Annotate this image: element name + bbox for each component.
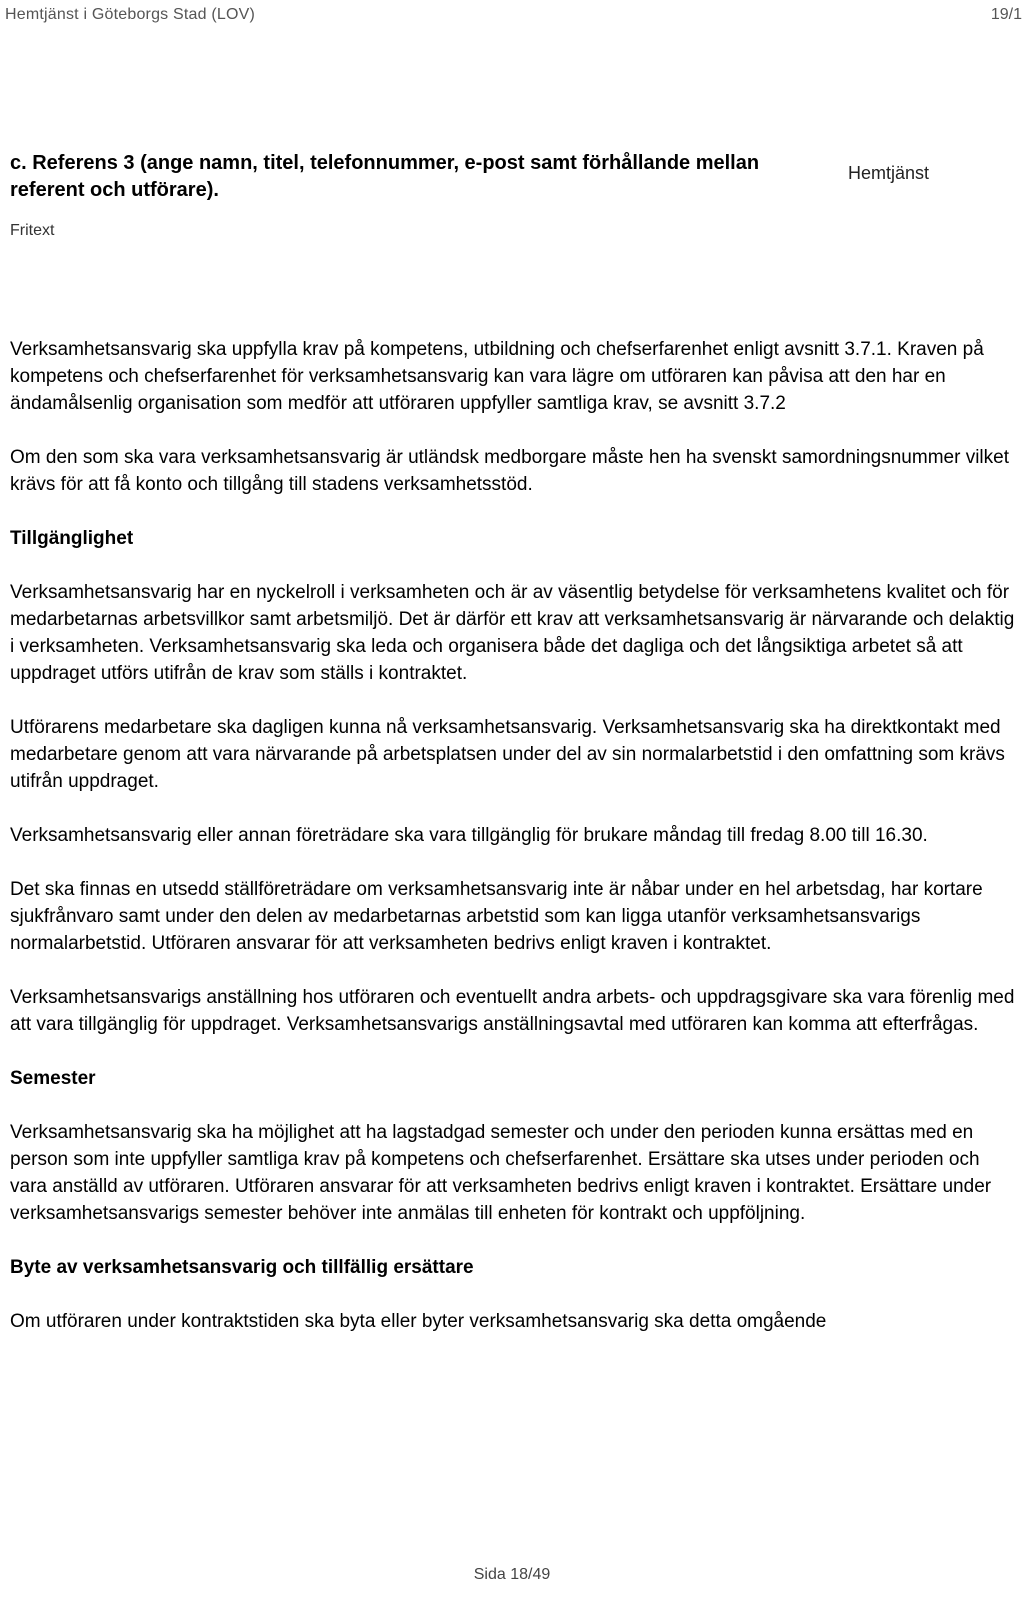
heading-availability: Tillgänglighet xyxy=(10,528,134,549)
paragraph-competence-requirements: Verksamhetsansvarig ska uppfylla krav på kompetens, utbildning och chefserfarenhet enligt avsnitt 3.7.1. Kraven på kompetens och chefserfarenhet för verksamhetsansvarig kan vara lägre om utföraren kan påvisa att den har en ändamålsenlig organisation som medför att utföraren uppfyller samtliga krav, se avsnitt 3.7.2 xyxy=(10,339,984,414)
document-header-page: 19/1 xyxy=(990,6,1022,23)
question-title: c. Referens 3 (ange namn, titel, telefonnummer, e-post samt förhållande mellan referent och utförare). xyxy=(10,152,760,201)
document-header-title: Hemtjänst i Göteborgs Stad (LOV) xyxy=(5,6,256,23)
heading-replacement: Byte av verksamhetsansvarig och tillfällig ersättare xyxy=(10,1257,474,1278)
paragraph-foreign-citizen: Om den som ska vara verksamhetsansvarig är utländsk medborgare måste hen ha svenskt samordningsnummer vilket krävs för att få konto och tillgång till stadens verksamhetsstöd. xyxy=(10,447,1009,495)
paragraph-deputy: Det ska finnas en utsedd ställföreträdare om verksamhetsansvarig inte är nåbar under en hel arbetsdag, har kortare sjukfrånvaro samt under den delen av medarbetarnas arbetstid som kan ligga utanför verksamhetsansvarigs normalarbetstid. Utföraren ansvarar för att verksamheten bedrivs enligt kraven i kontraktet. xyxy=(10,879,983,954)
paragraph-key-role: Verksamhetsansvarig har en nyckelroll i verksamheten och är av väsentlig betydelse för verksamhetens kvalitet och för medarbetarnas arbetsvillkor samt arbetsmiljö. Det är därför ett krav att verksamhetsansvarig är närvarande och delaktig i verksamheten. Verksamhetsansvarig ska leda och organisera både det dagliga och det långsiktiga arbetet så att uppdraget utförs utifrån de krav som ställs i kontraktet. xyxy=(10,582,1015,684)
paragraph-staff-contact: Utförarens medarbetare ska dagligen kunna nå verksamhetsansvarig. Verksamhetsansvarig ska ha direktkontakt med medarbetare genom att vara närvarande på arbetsplatsen under del av sin normalarbetstid i den omfattning som krävs utifrån uppdraget. xyxy=(10,717,1005,792)
paragraph-replacement: Om utföraren under kontraktstiden ska byta eller byter verksamhetsansvarig ska detta omgående xyxy=(10,1311,827,1332)
document-body xyxy=(10,336,1020,1362)
page-number: Sida 18/49 xyxy=(473,1566,551,1583)
heading-vacation: Semester xyxy=(10,1068,96,1089)
question-category-label: Hemtjänst xyxy=(848,163,930,183)
paragraph-office-hours: Verksamhetsansvarig eller annan företrädare ska vara tillgänglig för brukare måndag till fredag 8.00 till 16.30. xyxy=(10,825,928,846)
paragraph-employment: Verksamhetsansvarigs anställning hos utföraren och eventuellt andra arbets- och uppdragsgivare ska vara förenlig med att vara tillgänglig för uppdraget. Verksamhetsansvarigs anställningsavtal med utföraren kan komma att efterfrågas. xyxy=(10,987,1015,1035)
question-answer-type: Fritext xyxy=(10,222,55,239)
paragraph-vacation: Verksamhetsansvarig ska ha möjlighet att ha lagstadgad semester och under den perioden kunna ersättas med en person som inte uppfyller samtliga krav på kompetens och chefserfarenhet. Ersättare ska utses under perioden och vara anställd av utföraren. Utföraren ansvarar för att verksamheten bedrivs enligt kraven i kontraktet. Ersättare under verksamhetsansvarigs semester behöver inte anmälas till enheten för kontrakt och uppföljning. xyxy=(10,1122,992,1224)
